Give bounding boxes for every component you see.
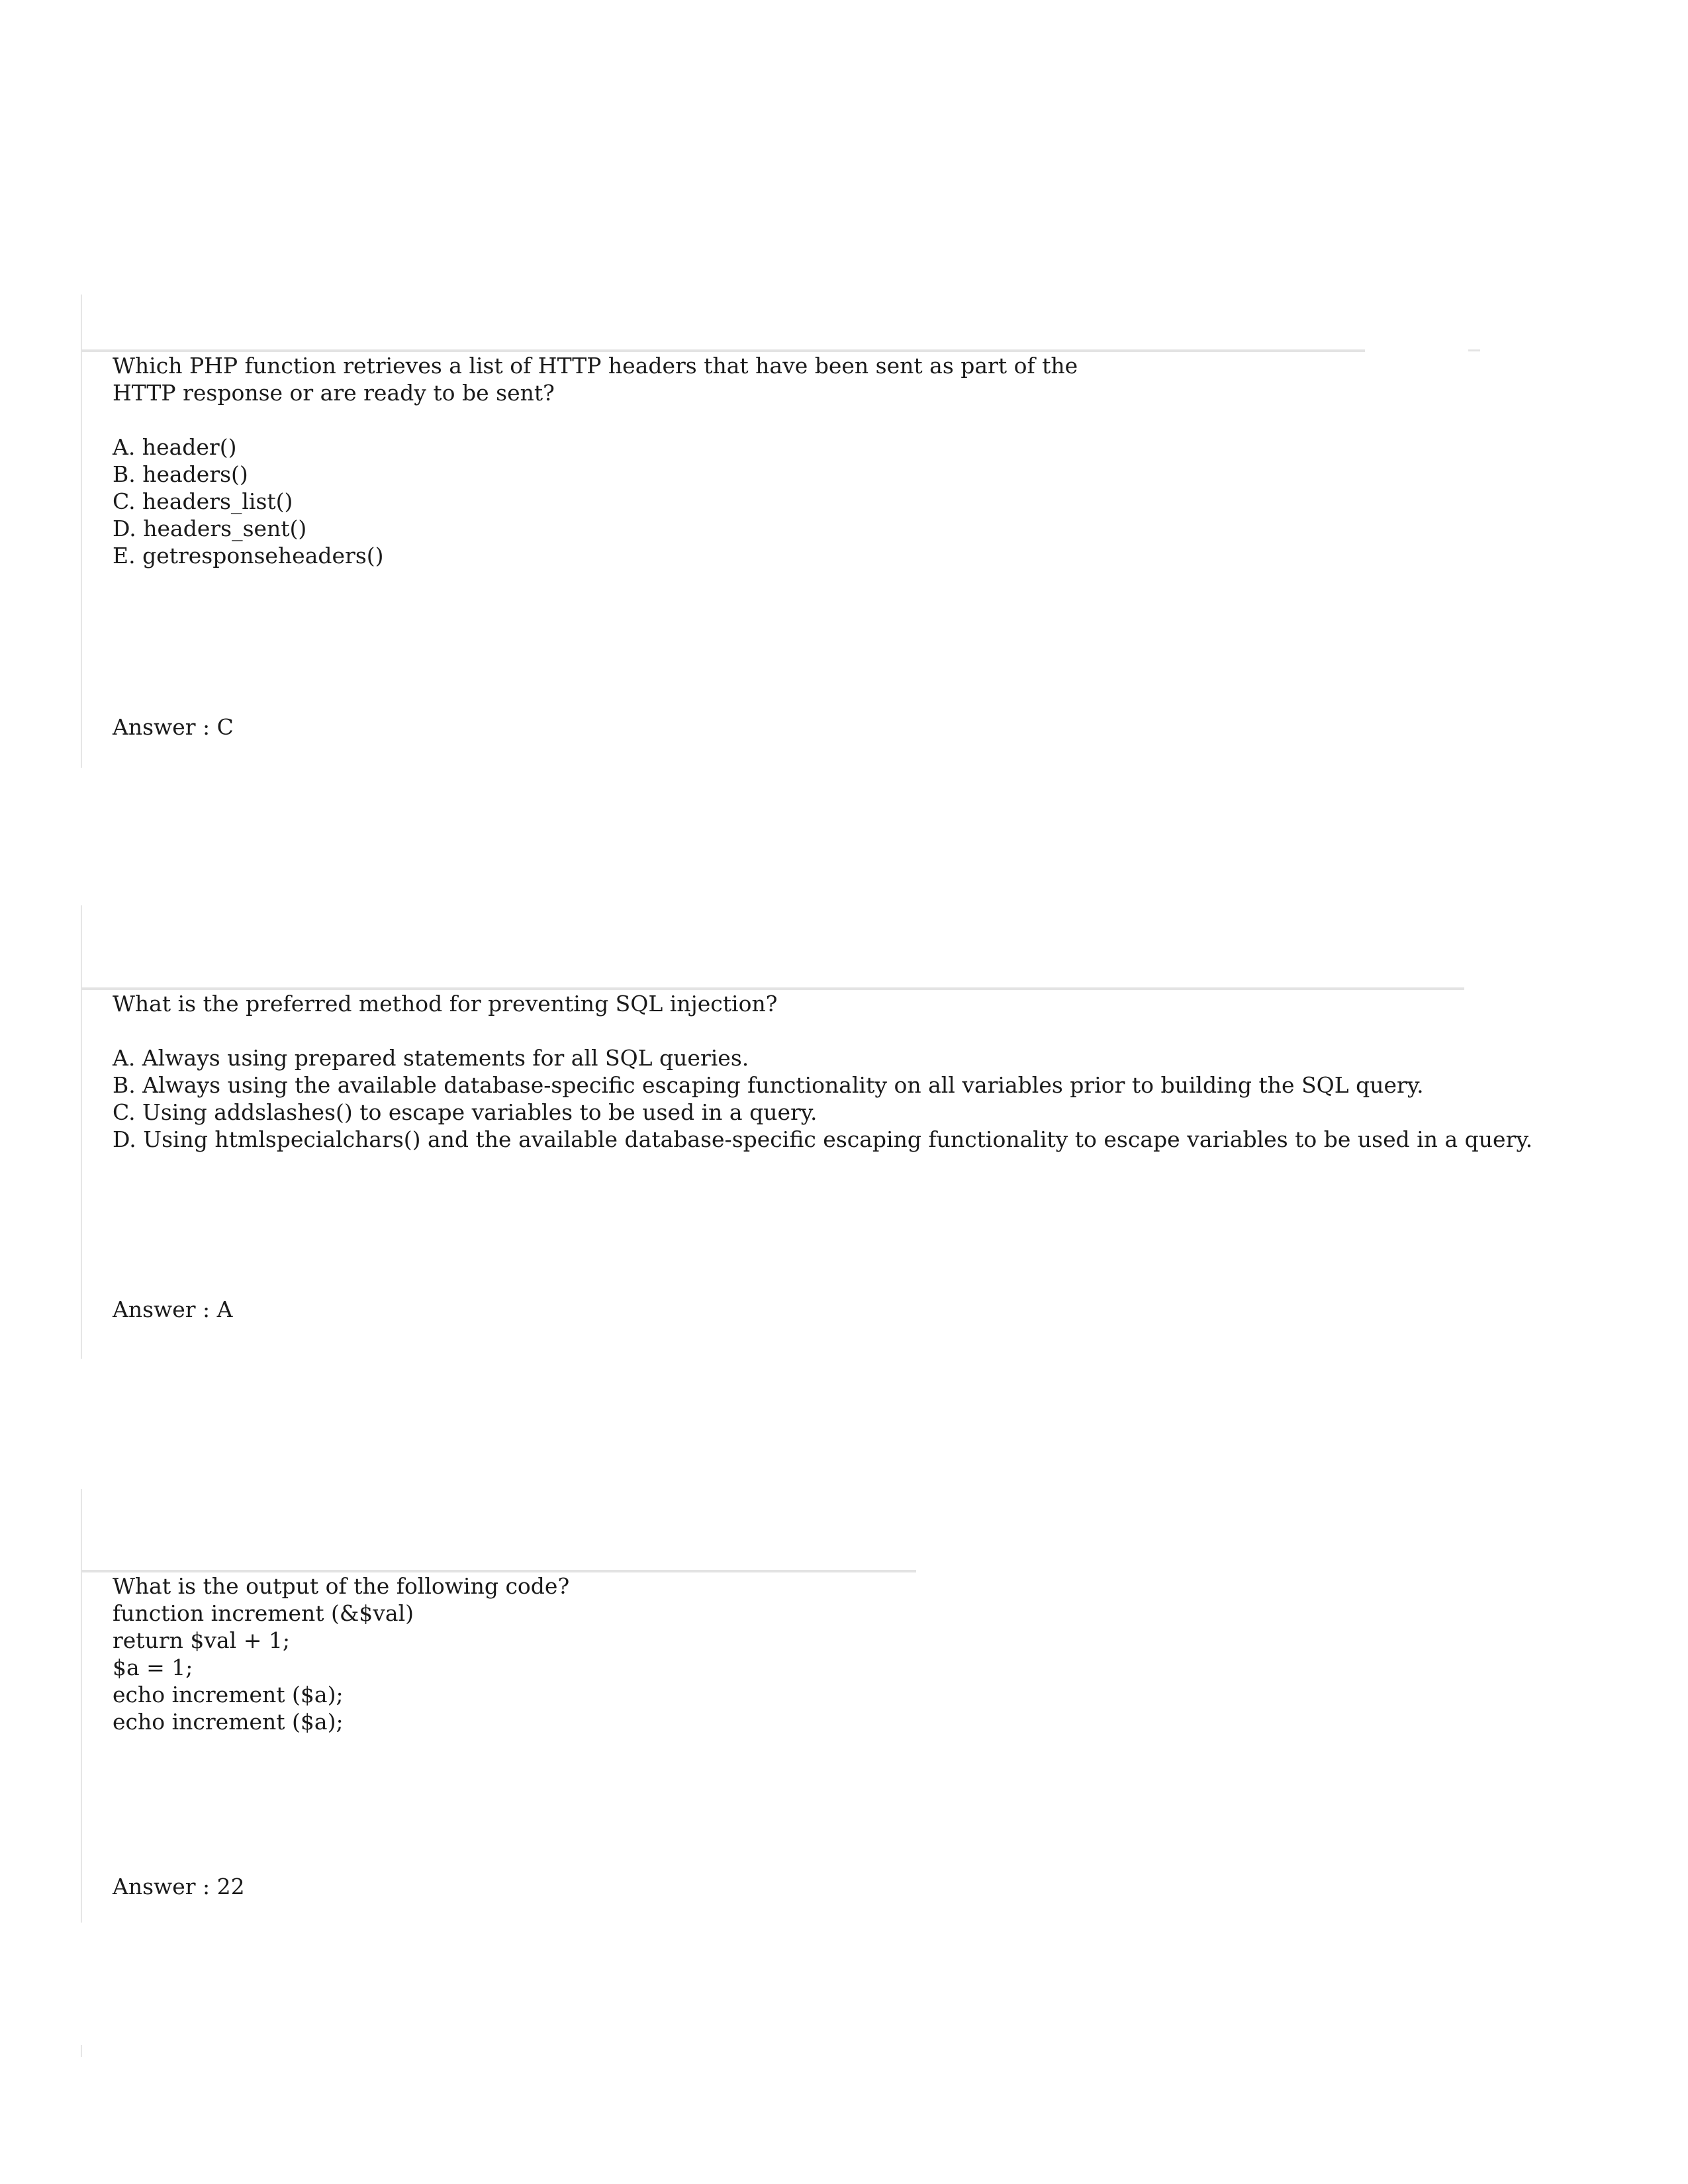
question-2-spacer — [113, 1017, 1532, 1044]
question-1-spacer — [113, 406, 1078, 433]
question-4-left-rule-stub — [81, 2045, 82, 2057]
question-1-option-d: D. headers_sent() — [113, 516, 307, 541]
question-3-code-line-1: function increment (&$val) — [113, 1600, 414, 1626]
question-1-text-line-1: Which PHP function retrieves a list of HTTP headers that have been sent as part of the — [113, 353, 1078, 379]
question-1-text-line-2: HTTP response or are ready to be sent? — [113, 380, 555, 406]
question-1-option-b: B. headers() — [113, 461, 248, 487]
question-2-left-rule — [81, 905, 82, 1359]
question-1-rule-tick — [1468, 349, 1480, 351]
question-2-option-a: A. Always using prepared statements for all SQL queries. — [113, 1045, 749, 1071]
question-3-answer: Answer : 22 — [113, 1874, 245, 1899]
question-3-code-line-2: return $val + 1; — [113, 1627, 290, 1653]
question-1-left-rule — [81, 295, 82, 768]
question-2 — [113, 990, 1532, 1153]
question-1 — [113, 352, 1078, 569]
question-3-code-line-3: $a = 1; — [113, 1655, 193, 1680]
question-3-code-line-4: echo increment ($a); — [113, 1682, 344, 1707]
question-3-code-line-5: echo increment ($a); — [113, 1709, 344, 1735]
question-3-text-line-1: What is the output of the following code? — [113, 1573, 570, 1599]
question-1-answer: Answer : C — [113, 714, 234, 740]
question-2-text-line-1: What is the preferred method for preventing SQL injection? — [113, 991, 778, 1017]
question-1-option-c: C. headers_list() — [113, 488, 293, 514]
question-1-option-a: A. header() — [113, 434, 237, 460]
question-2-option-d: D. Using htmlspecialchars() and the available database-specific escaping functionality to escape variables to be used in a query. — [113, 1126, 1533, 1152]
question-2-option-b: B. Always using the available database-specific escaping functionality on all variables prior to building the SQL query. — [113, 1072, 1424, 1098]
question-2-option-c: C. Using addslashes() to escape variables to be used in a query. — [113, 1099, 818, 1125]
question-1-option-e: E. getresponseheaders() — [113, 543, 384, 569]
question-2-answer: Answer : A — [113, 1297, 233, 1322]
question-3-left-rule — [81, 1489, 82, 1923]
question-3 — [113, 1572, 569, 1735]
